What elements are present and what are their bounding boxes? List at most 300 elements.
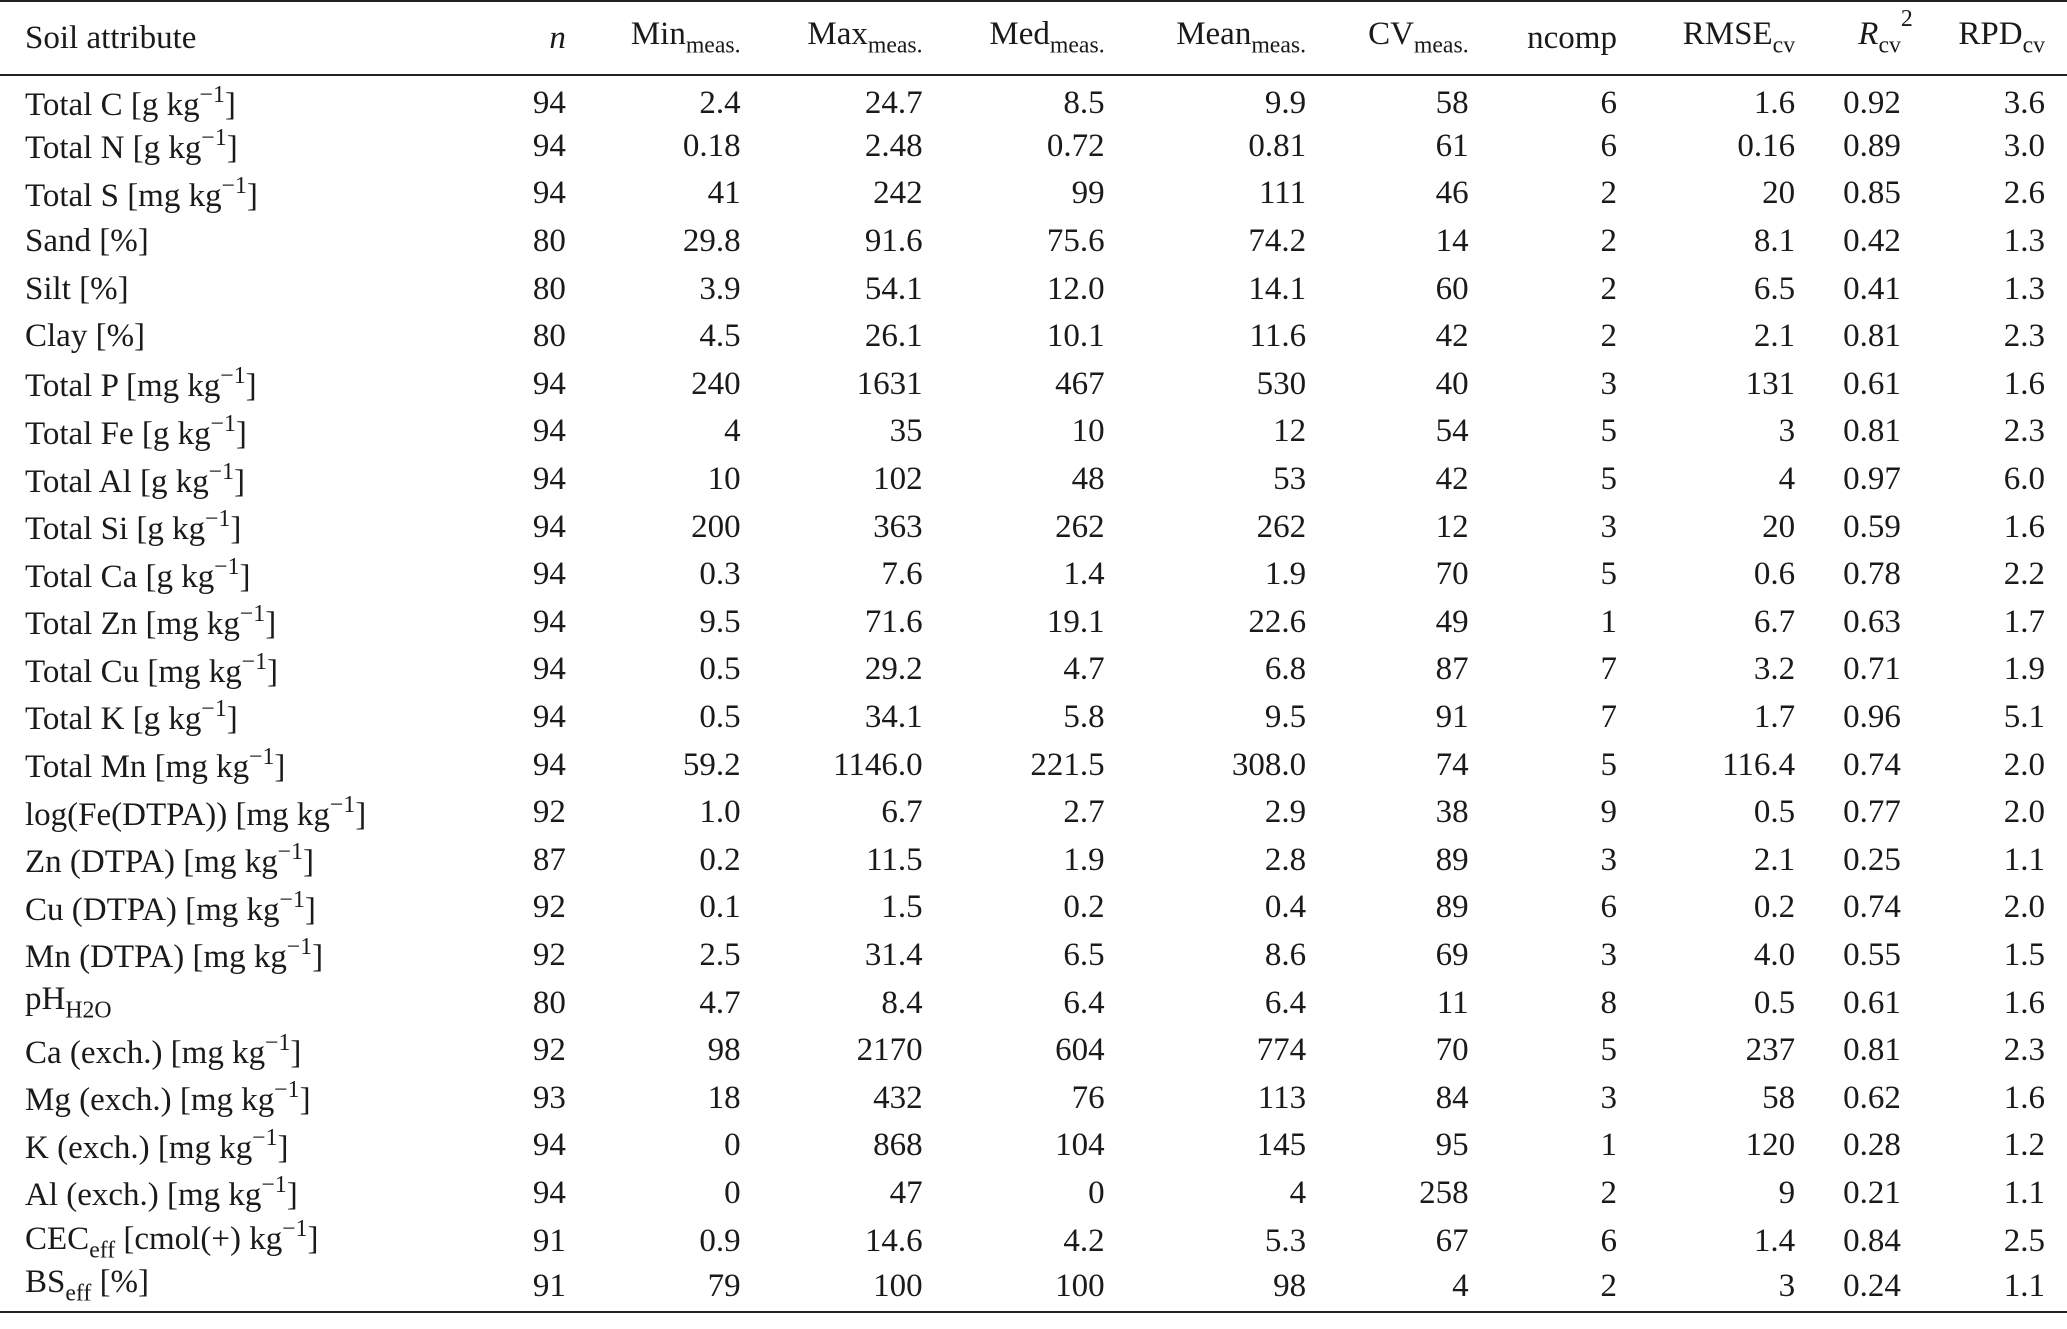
cell-cv: 74	[1435, 746, 1469, 783]
cell-rmse: 8.1	[1753, 223, 1796, 260]
column-header-mean-subscript: meas.	[1251, 32, 1307, 59]
cell-cv: 84	[1435, 1079, 1469, 1116]
row-label	[0, 741, 515, 789]
cell-r2: 0.77	[1843, 794, 1901, 831]
table-row	[0, 503, 2067, 551]
row-label	[0, 75, 515, 123]
row-label	[0, 837, 515, 885]
cell-ncomp: 2	[1600, 223, 1617, 260]
row-label-superscript: −1	[208, 458, 235, 485]
cell-min: 0	[724, 1174, 741, 1211]
cell-med: 5.8	[1063, 699, 1105, 736]
row-label	[0, 408, 515, 456]
cell-min: 0	[724, 1127, 741, 1164]
cell-rpd: 2.3	[2003, 1032, 2045, 1069]
cell-rmse: 1.4	[1753, 1222, 1796, 1259]
cell-r2: 0.74	[1843, 889, 1901, 926]
row-label-text: [%]	[91, 1264, 150, 1301]
table-row	[0, 599, 2067, 647]
cell-med: 0.72	[1046, 127, 1105, 164]
cell-min: 9.5	[699, 603, 741, 640]
table-row	[0, 884, 2067, 932]
cell-ncomp: 3	[1600, 936, 1617, 973]
cell-max: 34.1	[864, 699, 923, 736]
cell-ncomp: 3	[1600, 841, 1617, 878]
cell-r2: 0.97	[1843, 461, 1901, 498]
cell-ncomp: 3	[1600, 508, 1617, 545]
table-row	[0, 646, 2067, 694]
cell-med: 104	[1055, 1127, 1105, 1164]
cell-max: 26.1	[864, 318, 923, 355]
cell-rpd: 2.3	[2003, 413, 2045, 450]
cell-n: 91	[532, 1222, 566, 1259]
row-label-text: Total Fe [g kg	[25, 415, 211, 452]
cell-max: 11.5	[866, 841, 923, 878]
cell-rpd: 1.1	[2003, 841, 2045, 878]
cell-n: 94	[532, 175, 566, 212]
cell-rpd: 3.0	[2003, 127, 2045, 164]
cell-max: 47	[889, 1174, 923, 1211]
cell-r2: 0.81	[1843, 1032, 1901, 1069]
row-label-text: Clay [%]	[25, 318, 146, 355]
column-header-rmse-subscript: cv	[1772, 32, 1796, 59]
cell-rpd: 2.2	[2003, 556, 2045, 593]
row-label-text: Total Ca [g kg	[25, 558, 215, 595]
cell-r2: 0.24	[1817, 1265, 1923, 1313]
row-label-text: ]	[274, 749, 286, 786]
table-row	[0, 361, 2067, 409]
row-label-text: ]	[234, 463, 246, 500]
cell-n: 94	[532, 508, 566, 545]
cell-cv: 70	[1435, 1032, 1469, 1069]
row-label-text: ]	[307, 1221, 319, 1258]
table-row	[0, 789, 2067, 837]
cell-r2: 0.89	[1843, 127, 1901, 164]
cell-med: 0.2	[1063, 889, 1105, 926]
cell-rmse: 120	[1745, 1127, 1796, 1164]
cell-max: 1.5	[881, 889, 923, 926]
cell-n: 93	[532, 1079, 566, 1116]
cell-rpd: 6.0	[2003, 461, 2045, 498]
cell-ncomp: 5	[1600, 1032, 1617, 1069]
cell-r2: 0.62	[1843, 1079, 1901, 1116]
table-row	[0, 741, 2067, 789]
row-label	[0, 1027, 515, 1075]
column-header-med-subscript: meas.	[1049, 32, 1105, 59]
cell-rmse: 3.2	[1753, 651, 1796, 688]
table-row	[0, 265, 2067, 313]
cell-med: 100	[945, 1265, 1127, 1313]
row-label-text: ]	[267, 653, 279, 690]
cell-ncomp: 6	[1600, 84, 1617, 121]
cell-med: 76	[1071, 1079, 1105, 1116]
column-header-n	[515, 1, 588, 75]
row-label-text: Sand [%]	[25, 223, 149, 260]
row-label-text: ]	[355, 796, 367, 833]
cell-mean: 113	[1257, 1079, 1307, 1116]
row-label-superscript: −1	[201, 125, 227, 152]
cell-med: 12.0	[1046, 270, 1105, 307]
cell-r2: 0.61	[1843, 365, 1901, 402]
cell-cv: 40	[1435, 365, 1469, 402]
cell-min: 10	[707, 461, 741, 498]
column-header-rmse	[1639, 1, 1817, 75]
table-row	[0, 408, 2067, 456]
row-label-superscript: −1	[274, 1077, 300, 1104]
table-row	[0, 218, 2067, 266]
cell-r2: 0.71	[1843, 651, 1901, 688]
row-label-superscript: −1	[239, 601, 266, 628]
row-label-superscript: −1	[210, 410, 236, 437]
cell-cv: 70	[1435, 556, 1469, 593]
cell-mean: 9.9	[1264, 84, 1307, 121]
cell-cv: 87	[1435, 651, 1469, 688]
table-row	[0, 75, 2067, 123]
cell-rmse: 0.5	[1753, 984, 1796, 1021]
row-label-superscript: −1	[241, 648, 268, 675]
row-label-text: ]	[235, 415, 247, 452]
cell-ncomp: 8	[1600, 984, 1617, 1021]
cell-med: 1.9	[1063, 841, 1105, 878]
cell-min: 29.8	[682, 223, 741, 260]
row-label	[0, 979, 515, 1027]
cell-ncomp: 7	[1600, 699, 1617, 736]
cell-min: 240	[691, 365, 741, 402]
cell-r2: 0.42	[1843, 223, 1901, 260]
cell-n: 94	[532, 556, 566, 593]
column-header-max-subscript: meas.	[867, 32, 923, 59]
column-header-med	[945, 1, 1127, 75]
table-row	[0, 1122, 2067, 1170]
cell-med: 604	[1055, 1032, 1105, 1069]
row-label-text: ]	[246, 178, 258, 215]
cell-cv: 54	[1435, 413, 1469, 450]
cell-ncomp: 2	[1600, 270, 1617, 307]
cell-mean: 74.2	[1248, 223, 1307, 260]
cell-min: 200	[691, 508, 741, 545]
row-label	[0, 884, 515, 932]
cell-ncomp: 5	[1600, 556, 1617, 593]
row-label-text: ]	[286, 1177, 298, 1214]
row-label-superscript: −1	[221, 172, 247, 199]
row-label-superscript: −1	[252, 1124, 278, 1151]
cell-max: 71.6	[864, 603, 923, 640]
cell-r2: 0.92	[1843, 84, 1901, 121]
row-label-superscript: −1	[214, 553, 240, 580]
cell-ncomp: 5	[1600, 461, 1617, 498]
row-label	[0, 313, 515, 361]
cell-r2: 0.81	[1843, 318, 1901, 355]
row-label-text: Zn (DTPA) [mg kg	[25, 844, 278, 881]
cell-ncomp: 3	[1600, 1079, 1617, 1116]
row-label-superscript: −1	[265, 1029, 291, 1056]
table-row	[0, 456, 2067, 504]
cell-r2: 0.81	[1843, 413, 1901, 450]
row-label-text: log(Fe(DTPA)) [mg kg	[25, 796, 330, 833]
cell-max: 1631	[856, 365, 923, 402]
cell-mean: 0.4	[1264, 889, 1307, 926]
cell-rpd: 2.0	[2003, 889, 2045, 926]
column-header-n-text: n	[549, 19, 566, 56]
cell-rpd: 1.9	[2003, 651, 2045, 688]
row-label-text: Mn (DTPA) [mg kg	[25, 939, 287, 976]
column-header-min-subscript: meas.	[685, 32, 741, 59]
cell-rpd: 1.2	[2003, 1127, 2045, 1164]
row-label-superscript: −1	[199, 82, 225, 109]
cell-cv: 95	[1435, 1127, 1469, 1164]
cell-max: 432	[873, 1079, 923, 1116]
cell-rpd: 1.6	[2003, 508, 2045, 545]
row-label-superscript: −1	[277, 839, 303, 866]
cell-med: 6.4	[1063, 984, 1105, 1021]
cell-med: 48	[1071, 461, 1105, 498]
cell-rpd: 5.1	[2003, 699, 2045, 736]
column-header-ncomp-text: ncomp	[1527, 19, 1617, 56]
cell-r2: 0.55	[1843, 936, 1901, 973]
cell-mean: 308.0	[1231, 746, 1307, 783]
row-label-text: Cu (DTPA) [mg kg	[25, 891, 280, 928]
row-label-text: ]	[245, 368, 257, 405]
cell-med: 10.1	[1046, 318, 1105, 355]
cell-med: 75.6	[1046, 223, 1105, 260]
column-header-cv-subscript: meas.	[1413, 32, 1469, 59]
cell-rpd: 2.0	[2003, 794, 2045, 831]
cell-max: 31.4	[864, 936, 923, 973]
row-label-text: Total K [g kg	[25, 701, 202, 738]
cell-mean: 1.9	[1264, 556, 1307, 593]
column-header-ncomp	[1491, 1, 1639, 75]
cell-max: 100	[763, 1265, 945, 1313]
row-label-text: ]	[299, 1082, 311, 1119]
cell-mean: 5.3	[1264, 1222, 1307, 1259]
row-label-text: ]	[226, 130, 238, 167]
row-label-text: Total Al [g kg	[25, 463, 209, 500]
cell-rmse: 0.16	[1737, 127, 1796, 164]
row-label-text: BS	[25, 1264, 66, 1301]
cell-mean: 2.9	[1264, 794, 1307, 831]
cell-mean: 6.4	[1264, 984, 1307, 1021]
column-header-rpd-subscript: cv	[2022, 32, 2045, 59]
row-label	[0, 551, 515, 599]
cell-min: 0.3	[699, 556, 741, 593]
cell-med: 99	[1071, 175, 1105, 212]
row-label	[0, 456, 515, 504]
cell-min: 18	[707, 1079, 741, 1116]
column-header-attr-text: Soil attribute	[25, 19, 197, 56]
cell-min: 59.2	[682, 746, 741, 783]
table-row	[0, 1217, 2067, 1265]
cell-cv: 42	[1435, 318, 1469, 355]
cell-mean: 2.8	[1264, 841, 1307, 878]
row-label	[0, 599, 515, 647]
cell-n: 94	[532, 127, 566, 164]
row-label-text: Silt [%]	[25, 270, 129, 307]
cell-max: 2170	[856, 1032, 923, 1069]
row-label-superscript: −1	[261, 1172, 287, 1199]
row-label	[0, 361, 515, 409]
cell-rpd: 1.3	[2003, 270, 2045, 307]
cell-n: 92	[532, 794, 566, 831]
cell-r2: 0.59	[1843, 508, 1901, 545]
row-label-superscript: −1	[249, 744, 275, 771]
cell-mean: 14.1	[1248, 270, 1307, 307]
cell-rmse: 58	[1762, 1079, 1796, 1116]
column-header-rpd-text: RPD	[1958, 16, 2023, 53]
cell-max: 14.6	[864, 1222, 923, 1259]
table-header	[0, 1, 2067, 75]
cell-min: 4.5	[699, 318, 741, 355]
cell-rmse: 0.5	[1753, 794, 1796, 831]
cell-rmse: 2.1	[1753, 318, 1796, 355]
row-label-text: ]	[304, 891, 316, 928]
cell-min: 0.1	[699, 889, 741, 926]
column-header-r2-text: R	[1858, 16, 1879, 53]
row-label-subscript: H2O	[65, 997, 112, 1024]
cell-cv: 258	[1419, 1174, 1469, 1211]
column-header-mean-text: Mean	[1176, 16, 1252, 53]
row-label-text: Total Cu [mg kg	[25, 653, 242, 690]
column-header-rpd	[1923, 1, 2067, 75]
row-label-text: ]	[224, 87, 236, 124]
cell-mean: 22.6	[1248, 603, 1307, 640]
cell-rmse: 0.2	[1753, 889, 1796, 926]
cell-min: 0.18	[682, 127, 741, 164]
cell-n: 94	[532, 603, 566, 640]
cell-n: 92	[532, 936, 566, 973]
header-row	[0, 1, 2067, 75]
cell-rmse: 20	[1762, 175, 1796, 212]
cell-max: 6.7	[881, 794, 923, 831]
row-label-text: K (exch.) [mg kg	[25, 1129, 253, 1166]
cell-max: 91.6	[864, 223, 923, 260]
column-header-attr	[0, 1, 515, 75]
cell-cv: 61	[1435, 127, 1469, 164]
cell-min: 3.9	[699, 270, 741, 307]
row-label-text: pH	[25, 981, 66, 1018]
cell-rpd: 2.0	[2003, 746, 2045, 783]
cell-mean: 9.5	[1264, 699, 1307, 736]
table-row	[0, 1027, 2067, 1075]
cell-med: 4.7	[1063, 651, 1105, 688]
table-row	[0, 837, 2067, 885]
cell-min: 0.5	[699, 699, 741, 736]
cell-rmse: 0.6	[1753, 556, 1796, 593]
cell-med: 10	[1071, 413, 1105, 450]
cell-cv: 89	[1435, 889, 1469, 926]
cell-n: 80	[532, 223, 566, 260]
cell-n: 94	[532, 699, 566, 736]
row-label-superscript: −1	[201, 696, 227, 723]
cell-rmse: 4.0	[1753, 936, 1796, 973]
cell-rpd: 1.3	[2003, 223, 2045, 260]
row-label-superscript: −1	[282, 1216, 308, 1243]
cell-mean: 98	[1127, 1265, 1328, 1313]
cell-min: 2.4	[699, 84, 741, 121]
cell-mean: 111	[1259, 175, 1307, 212]
cell-cv: 49	[1435, 603, 1469, 640]
cell-n: 80	[532, 318, 566, 355]
column-header-mean	[1127, 1, 1328, 75]
cell-mean: 4	[1289, 1174, 1307, 1211]
table-row	[0, 1265, 2067, 1313]
row-label-text: Total Si [g kg	[25, 511, 206, 548]
cell-ncomp: 7	[1600, 651, 1617, 688]
cell-max: 242	[873, 175, 923, 212]
cell-rmse: 131	[1745, 365, 1796, 402]
column-header-r2-superscript: 2	[1900, 5, 1913, 32]
cell-n: 94	[532, 651, 566, 688]
cell-med: 221.5	[1030, 746, 1105, 783]
cell-r2: 0.63	[1843, 603, 1901, 640]
row-label-text: ]	[302, 844, 314, 881]
cell-min: 0.5	[699, 651, 741, 688]
cell-rpd: 1.1	[1923, 1265, 2067, 1313]
column-header-max	[763, 1, 945, 75]
cell-cv: 60	[1435, 270, 1469, 307]
cell-mean: 145	[1256, 1127, 1307, 1164]
cell-n: 94	[532, 413, 566, 450]
cell-med: 467	[1055, 365, 1105, 402]
cell-max: 54.1	[864, 270, 923, 307]
cell-rpd: 1.6	[2003, 984, 2045, 1021]
row-label-text: ]	[265, 606, 277, 643]
cell-r2: 0.78	[1843, 556, 1901, 593]
row-label	[0, 1217, 515, 1265]
cell-min: 4	[724, 413, 741, 450]
cell-max: 29.2	[864, 651, 923, 688]
column-header-min	[588, 1, 763, 75]
cell-max: 363	[873, 508, 923, 545]
cell-mean: 0.81	[1248, 127, 1307, 164]
cell-rpd: 1.6	[2003, 365, 2045, 402]
cell-r2: 0.85	[1843, 175, 1901, 212]
cell-n: 92	[532, 1032, 566, 1069]
cell-r2: 0.41	[1843, 270, 1901, 307]
cell-r2: 0.61	[1843, 984, 1901, 1021]
cell-rmse: 2.1	[1753, 841, 1796, 878]
cell-med: 0	[1088, 1174, 1105, 1211]
cell-ncomp: 9	[1600, 794, 1617, 831]
cell-min: 79	[588, 1265, 763, 1313]
cell-min: 4.7	[699, 984, 741, 1021]
cell-rmse: 3	[1639, 1265, 1817, 1313]
cell-r2: 0.84	[1843, 1222, 1901, 1259]
cell-n: 80	[532, 984, 566, 1021]
row-label-superscript: −1	[279, 886, 305, 913]
cell-mean: 11.6	[1249, 318, 1307, 355]
row-label-text: ]	[277, 1129, 289, 1166]
cell-min: 1.0	[699, 794, 741, 831]
row-label-subscript: eff	[89, 1237, 116, 1264]
cell-rmse: 6.7	[1753, 603, 1796, 640]
cell-med: 1.4	[1063, 556, 1105, 593]
table-row	[0, 313, 2067, 361]
cell-mean: 530	[1256, 365, 1307, 402]
cell-cv: 69	[1435, 936, 1469, 973]
cell-r2: 0.21	[1843, 1174, 1901, 1211]
cell-mean: 6.8	[1264, 651, 1307, 688]
row-label-text: Total S [mg kg	[25, 178, 222, 215]
cell-ncomp: 6	[1600, 889, 1617, 926]
row-label-text: Total P [mg kg	[25, 368, 221, 405]
row-label	[0, 170, 515, 218]
column-header-cv-text: CV	[1368, 16, 1414, 53]
row-label-text: Ca (exch.) [mg kg	[25, 1034, 266, 1071]
cell-cv: 42	[1435, 461, 1469, 498]
cell-min: 0.2	[699, 841, 741, 878]
row-label-superscript: −1	[329, 791, 356, 818]
row-label-text: Total Mn [mg kg	[25, 749, 250, 786]
